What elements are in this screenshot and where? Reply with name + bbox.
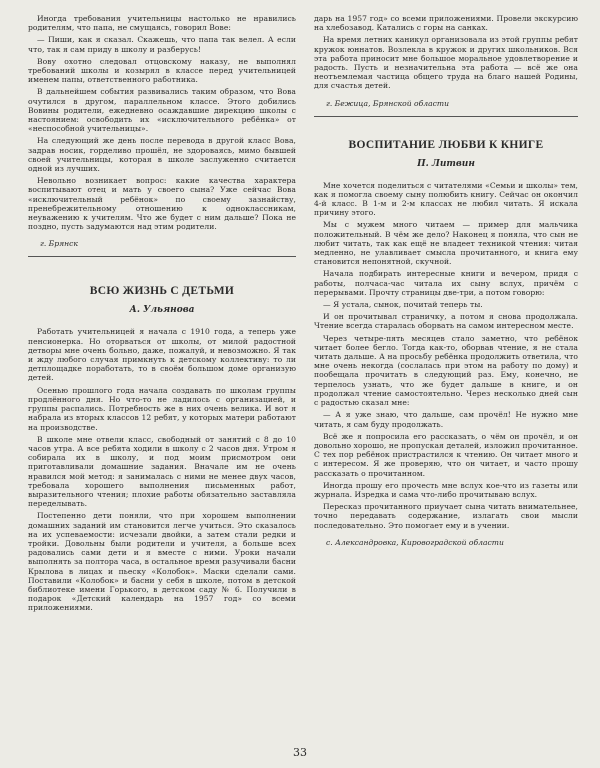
- paragraph: И он прочитывал страничку, а потом я снова продолжала. Чтение всегда старалась оборвать на самом интересном месте.: [314, 312, 578, 331]
- article-title: ВСЮ ЖИЗНЬ С ДЕТЬМИ: [89, 285, 235, 298]
- article-author: А. Ульянова: [129, 305, 195, 316]
- paragraph: Постепенно дети поняли, что при хорошем выполнении домашних заданий им становится легче учиться. Это сказалось на их успеваемости: исчезали двойки, а затем стали редки и тройки. Довольны были родители и учителя, а больше всех радовались сами дети и я вместе с ними. Уроки начали выполнять за полтора часа, в остальное время разучивали басни Крылова в лицах и пьеску «Колобок». Маски сделали сами. Поставили «Колобок» и басни у себя в школе, потом в детской библиотеке имени Горького, в детском саду № 6. Получили в подарок «Детский календарь на 1957 год» со всеми приложениями.: [28, 511, 296, 613]
- paragraph: Иногда требования учительницы настолько не нравились родителям, что папа, не смущаясь, говорил Вове:: [28, 14, 296, 33]
- signature-location: с. Александровка, Кировоградской области: [326, 537, 504, 547]
- paragraph: Пересказ прочитанного приучает сына читать внимательнее, точно передавать содержание, излагать свои мысли последовательно. Это помогает ему и в учении.: [314, 502, 578, 530]
- signature-location: г. Брянск: [40, 239, 78, 249]
- paragraph: Начала подбирать интересные книги и вечером, придя с работы, полчаса-час читала их сыну вслух, причём с перерывами. Прочту страницы две-три, а потом говорю:: [314, 269, 578, 297]
- paragraph: — Пиши, как я сказал. Скажешь, что папа так велел. А если что, так я сам приду в школу и разберусь!: [28, 35, 296, 54]
- paragraph: Осенью прошлого года начала создавать по школам группы продлённого дня. Но что-то не ладилось с организацией, и группы распались. Потребность же в них очень велика. И вот я набрала из вторых классов 12 ребят, у которых матери работают на производстве.: [28, 385, 296, 432]
- right-column: [314, 14, 578, 547]
- paragraph: Мы с мужем много читаем — пример для мальчика положительный. В чём же дело? Наконец я поняла, что сын не любит читать, так как ещё не владеет техникой чтения: читая медленно, не улавливает смысла прочитанного, и книга ему становится непонятной, скучной.: [314, 220, 578, 267]
- paragraph: Всё же я попросила его рассказать, о чём он прочёл, и он довольно хорошо, не пропуская деталей, изложил прочитанное. С тех пор ребёнок пристрастился к чтению. Он читает много и с интересом. Я же проверяю, что он читает, и часто прошу рассказать о прочитанном.: [314, 431, 578, 478]
- paragraph: Вову охотно следовал отцовскому наказу, не выполнял требований школы и козырял в классе перед учительницей именем папы, ответственного работника.: [28, 56, 296, 85]
- paragraph: — Я устала, сынок, почитай теперь ты.: [323, 300, 483, 310]
- paragraph: Иногда прошу его прочесть мне вслух кое-что из газеты или журнала. Изредка и сама что-либо прочитываю вслух.: [314, 480, 578, 499]
- paragraph: В школе мне отвели класс, свободный от занятий с 8 до 10 часов утра. А все ребята ходили в школу с 2 часов дня. Утром я собирала их в школу, и под моим присмотром они приготавливали домашние задания. Вначале им не очень нравился мой метод: я занималась с ними не менее двух часов, требовала хорошего выполнения письменных работ, выразительного чтения; плохие работы обязательно заставляла переделывать.: [28, 434, 296, 509]
- paragraph: — А я уже знаю, что дальше, сам прочёл! Не нужно мне читать, я сам буду продолжать.: [314, 410, 578, 429]
- page-number: 33: [293, 746, 307, 759]
- article-author: П. Литвин: [417, 158, 475, 169]
- paragraph: Через четыре-пять месяцев стало заметно, что ребёнок читает более бегло. Тогда как-то, оборвав чтение, я не стала читать дальше. А на просьбу ребёнка продолжить ответила, что мне очень некогда (сослалась при этом на работу по дому) и пообещала прочитать в следующий раз. Ему, конечно, не терпелось узнать, что же будет дальше в книге, и он продолжал чтение самостоятельно. Через несколько дней сын с радостью сказал мне:: [314, 333, 578, 408]
- paragraph: Работать учительницей я начала с 1910 года, а теперь уже пенсионерка. Но оторваться от школы, от милой радостной детворы мне очень больно, даже, пожалуй, и невозможно. Я так и жду любого случая примкнуть к детскому коллективу: то ли детплощадке поработать, то в своём большом доме организую детей.: [28, 327, 296, 383]
- left-column: [28, 14, 296, 616]
- paragraph: Невольно возникает вопрос: какие качества характера воспитывают отец и мать у своего сына? Уже сейчас Вова «исключительный ребёнок» по своему зазнайству, пренебрежительному отношению к одноклассникам, неуважению к учителям. Что же будет с ним дальше? Пока не поздно, пусть задумаются над этим родители.: [28, 176, 296, 232]
- article-title: ВОСПИТАНИЕ ЛЮБВИ К КНИГЕ: [348, 138, 544, 151]
- paragraph: На время летних каникул организовала из этой группы ребят кружок юннатов. Возлекла в кружок и других школьников. Вся эта работа приносит мне большое моральное удовлетворение и радость. Пусть и незначительна эта работа — всё же она неотъемлемая частица общего труда на благо нашей Родины, для счастья детей.: [314, 35, 578, 91]
- paragraph: дарь на 1957 год» со всеми приложениями. Провели экскурсию на хлебозавод. Катались с горы на санках.: [314, 14, 578, 33]
- paragraph: Мне хочется поделиться с читателями «Семьи и школы» тем, как я помогла своему сыну полюбить книгу. Сейчас он окончил 4-й класс. В 1-м и 2-м классах не любил читать. Я искала причину этого.: [314, 180, 578, 218]
- paragraph: На следующий же день после перевода в другой класс Вова, задрав носик, горделиво прошёл, не здороваясь, мимо бывшей своей учительницы, которая в школе заслуженно считается одной из лучших.: [28, 136, 296, 174]
- paragraph: В дальнейшем события развивались таким образом, что Вова очутился в другом, параллельном классе. Этого добились Вовины родители, ежедневно осаждавшие дирекцию школы с настоянием: освободить их «исключительного ребёнка» от «неспособной учительницы».: [28, 87, 296, 134]
- signature-location: г. Бежица, Брянской области: [326, 98, 449, 108]
